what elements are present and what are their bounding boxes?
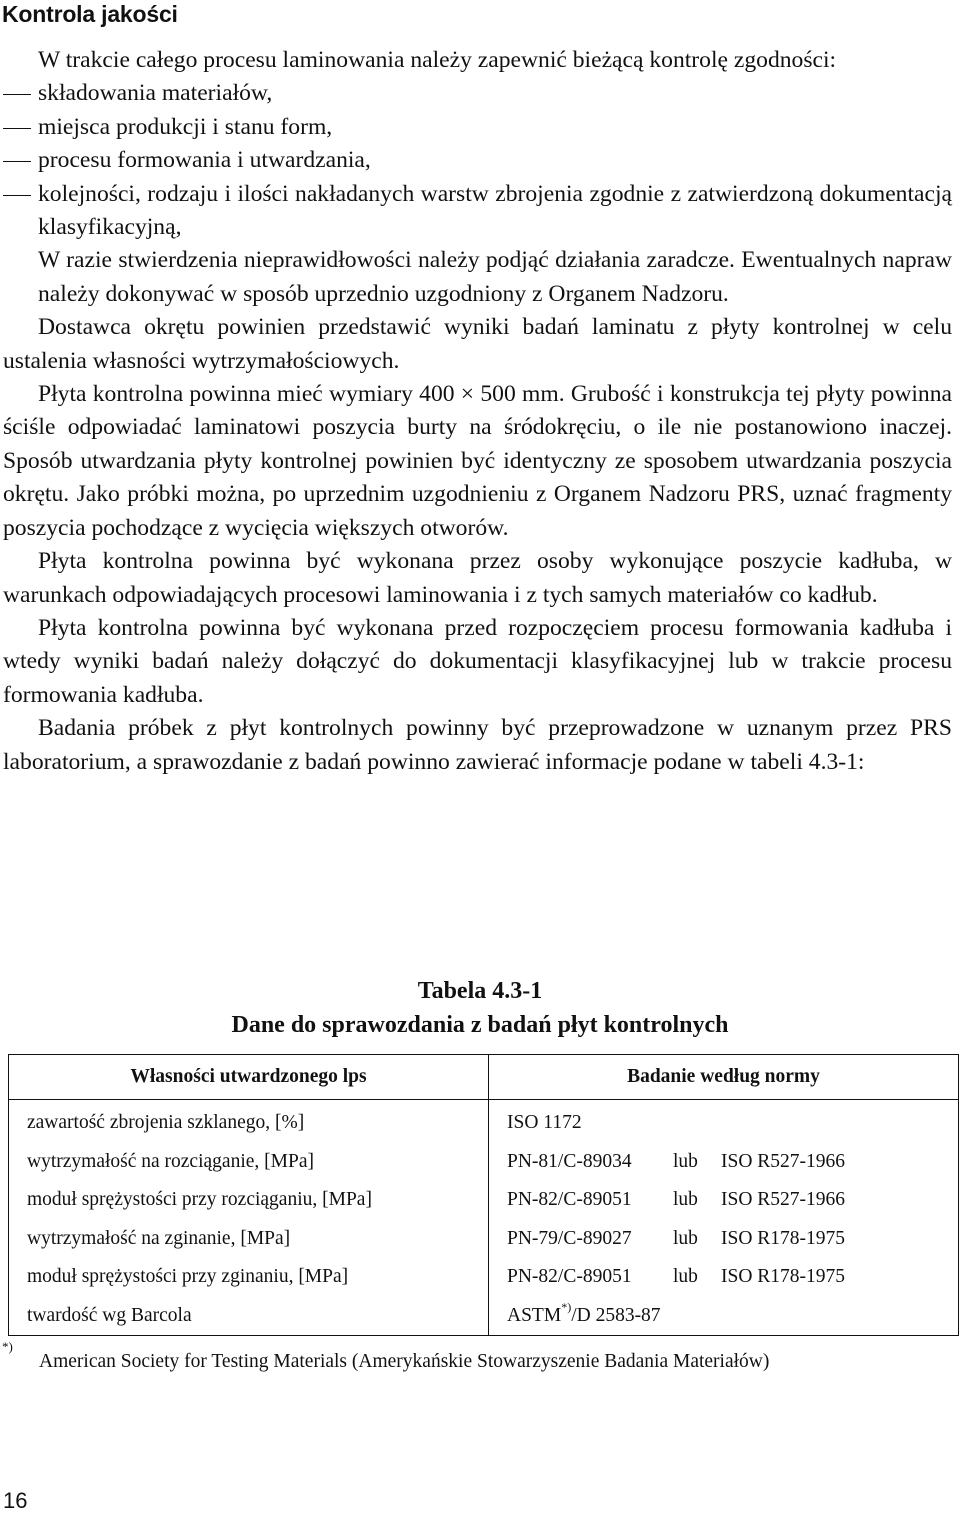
paragraph-supplier-results: Dostawca okrętu powinien przedstawić wyniki badań laminatu z płyty kontrolnej w celu ustalenia własności wytrzymałościowych. (3, 314, 952, 374)
standard-cell (489, 1297, 959, 1336)
standard-cell (489, 1258, 959, 1297)
property-cell: zawartość zbrojenia szklanego, [%] (9, 1100, 489, 1143)
paragraph-plate-timing: Płyta kontrolna powinna być wykonana przed rozpoczęciem procesu formowania kadłuba i wtedy wyniki badań należy dołączyć do dokumentacji klasyfikacyjnej lub w trakcie procesu formowania kadłuba. (3, 614, 952, 708)
checklist-item: składowania materiałów, (38, 77, 952, 110)
paragraph-sample-testing: Badania próbek z płyt kontrolnych powinny być przeprowadzone w uznanym przez PRS laboratorium, a sprawozdanie z badań powinno zawierać informacje podane w tabeli 4.3-1: (3, 715, 952, 775)
property-cell: wytrzymałość na rozciąganie, [MPa] (9, 1143, 489, 1182)
footnote-text: American Society for Testing Materials (Amerykańskie Stowarzyszenie Badania Materiałów) (39, 1351, 770, 1372)
paragraph-plate-dimensions: Płyta kontrolna powinna mieć wymiary 400 × 500 mm. Grubość i konstrukcja tej płyty powinna ściśle odpowiadać laminatowi poszycia burty na śródokręciu, o ile nie postanowiono inaczej. Sposób utwardzania płyty kontrolnej powinien być identyczny ze sposobem utwardzania poszycia okrętu. Jako próbki można, po uprzednim uzgodnieniu z Organem Nadzoru PRS, uznać fragmenty poszycia pochodzące z wycięcia większych otworów. (3, 381, 952, 541)
page-number: 16 (3, 1488, 28, 1513)
table-row (9, 1220, 959, 1259)
alternative-standard: ISO R527-1966 (721, 1150, 846, 1172)
column-header-property: Własności utwardzonego lps (9, 1055, 489, 1100)
alternative-standard: ISO R527-1966 (721, 1189, 846, 1211)
checklist-item: miejsca produkcji i stanu form, (38, 111, 952, 144)
property-cell: moduł sprężystości przy zginaniu, [MPa] (9, 1258, 489, 1297)
alternative-standard: ISO R178-1975 (721, 1266, 846, 1288)
property-cell: wytrzymałość na zginanie, [MPa] (9, 1220, 489, 1259)
checklist-item: kolejności, rodzaju i ilości nakładanych warstw zbrojenia zgodnie z zatwierdzoną dokumentacją klasyfikacyjną, (38, 178, 952, 245)
body-text (3, 44, 952, 779)
conjunction: lub (673, 1266, 698, 1288)
table-caption (0, 974, 960, 1042)
standard-code: PN-82/C-89051 (507, 1189, 632, 1211)
standard-code: PN-82/C-89051 (507, 1266, 632, 1288)
conjunction: lub (673, 1227, 698, 1249)
table-row (9, 1181, 959, 1220)
standard-code-suffix: /D 2583-87 (571, 1304, 661, 1326)
table-row (9, 1100, 959, 1143)
table-header-row (9, 1055, 959, 1100)
conjunction: lub (673, 1150, 698, 1172)
table-title: Dane do sprawozdania z badań płyt kontrolnych (231, 1012, 729, 1038)
standard-code: PN-81/C-89034 (507, 1150, 632, 1172)
paragraph-corrective-actions: W razie stwierdzenia nieprawidłowości należy podjąć działania zaradcze. Ewentualnych napraw należy dokonywać w sposób uprzednio uzgodniony z Organem Nadzoru. (38, 247, 952, 307)
column-header-standard: Badanie według normy (489, 1055, 959, 1100)
standard-cell (489, 1181, 959, 1220)
paragraph-plate-execution: Płyta kontrolna powinna być wykonana przez osoby wykonujące poszycie kadłuba, w warunkach odpowiadających procesowi laminowania i z tych samych materiałów co kadłub. (3, 548, 952, 608)
section-heading: Kontrola jakości (2, 1, 178, 27)
conjunction: lub (673, 1189, 698, 1211)
table-row (9, 1258, 959, 1297)
standard-code: ISO 1172 (507, 1112, 582, 1134)
property-cell: twardość wg Barcola (9, 1297, 489, 1336)
standard-code: PN-79/C-89027 (507, 1227, 632, 1249)
alternative-standard: ISO R178-1975 (721, 1227, 846, 1249)
report-data-table (8, 1054, 959, 1336)
standard-cell (489, 1143, 959, 1182)
checklist (3, 77, 952, 244)
table-number: Tabela 4.3-1 (417, 978, 543, 1004)
standard-code-prefix: ASTM (507, 1304, 562, 1326)
intro-paragraph: W trakcie całego procesu laminowania należy zapewnić bieżącą kontrolę zgodności: (38, 47, 837, 73)
table-row (9, 1143, 959, 1182)
standard-cell (489, 1220, 959, 1259)
footnote-mark: *) (2, 1339, 13, 1354)
standard-cell (489, 1100, 959, 1143)
property-cell: moduł sprężystości przy rozciąganiu, [MPa] (9, 1181, 489, 1220)
table-row (9, 1297, 959, 1336)
checklist-item: procesu formowania i utwardzania, (38, 144, 952, 177)
footnote-reference: *) (561, 1300, 572, 1315)
